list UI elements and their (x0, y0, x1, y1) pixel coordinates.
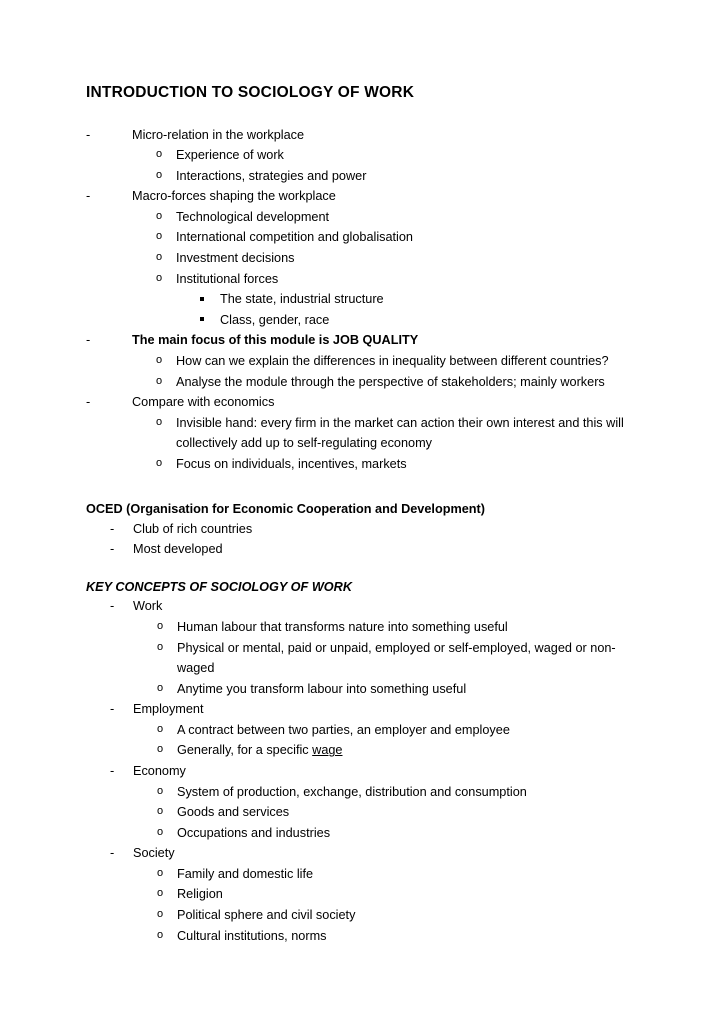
document-content (86, 84, 638, 946)
list-item-label: The state, industrial structure (220, 292, 384, 307)
circle-bullet-icon: o (157, 784, 164, 797)
oced-list (86, 519, 638, 560)
list-item-label: Club of rich countries (133, 521, 253, 536)
list-item-label: System of production, exchange, distribution and consumption (177, 784, 527, 799)
list-item-label: Work (133, 599, 163, 614)
circle-bullet-icon: o (156, 456, 163, 469)
key-concepts-list (86, 596, 638, 946)
list-item (133, 740, 638, 761)
list-item (86, 330, 638, 392)
intro-outline-list (86, 125, 638, 475)
circle-bullet-icon: o (157, 640, 164, 653)
sub-sub-list (176, 289, 638, 330)
list-item-label: Employment (133, 702, 204, 717)
dash-bullet-icon: - (86, 333, 91, 348)
dash-bullet-icon: - (110, 846, 115, 861)
circle-bullet-icon: o (156, 209, 163, 222)
list-item (133, 617, 638, 638)
circle-bullet-icon: o (157, 866, 164, 879)
list-item-label-emphasised: The main focus of this module is JOB QUALITY (132, 333, 419, 348)
circle-bullet-icon: o (157, 722, 164, 735)
list-item (132, 351, 638, 372)
dash-bullet-icon: - (86, 127, 91, 142)
list-item (86, 761, 638, 843)
circle-bullet-icon: o (156, 415, 163, 428)
square-bullet-icon (200, 310, 216, 331)
circle-bullet-icon: o (156, 353, 163, 366)
circle-bullet-icon: o (157, 928, 164, 941)
list-item-label: Political sphere and civil society (177, 908, 356, 923)
list-item-label (177, 740, 638, 761)
list-item-label: Investment decisions (176, 251, 295, 266)
sub-list (132, 413, 638, 475)
list-item (133, 926, 638, 947)
list-item (86, 519, 638, 540)
circle-bullet-icon: o (156, 168, 163, 181)
list-item-label: Anytime you transform labour into something useful (177, 681, 467, 696)
circle-bullet-icon: o (157, 825, 164, 838)
list-item (133, 720, 638, 741)
list-item (132, 269, 638, 331)
list-item (132, 372, 638, 393)
dash-bullet-icon: - (110, 542, 115, 557)
list-item (133, 823, 638, 844)
list-item (133, 782, 638, 803)
sub-list (133, 720, 638, 761)
list-item-label: Occupations and industries (177, 825, 331, 840)
list-item-label: Cultural institutions, norms (177, 928, 327, 943)
list-item-label: Goods and services (177, 805, 290, 820)
list-item (86, 539, 638, 560)
list-item-label: Experience of work (176, 148, 284, 163)
list-item-label: Human labour that transforms nature into something useful (177, 619, 508, 634)
list-item-label: A contract between two parties, an employer and employee (177, 722, 510, 737)
list-item-label: Invisible hand: every firm in the market can action their own interest and this will collectively add up to self-regulating economy (176, 415, 624, 451)
dash-bullet-icon: - (110, 599, 115, 614)
list-item-label: Economy (133, 764, 186, 779)
list-item (132, 227, 638, 248)
circle-bullet-icon: o (156, 271, 163, 284)
list-item-label: International competition and globalisation (176, 230, 413, 245)
list-item-label: Technological development (176, 209, 330, 224)
list-item-text: Generally, for a specific (177, 743, 313, 758)
list-item-label: Physical or mental, paid or unpaid, employed or self-employed, waged or non-waged (177, 640, 616, 676)
circle-bullet-icon: o (157, 908, 164, 921)
list-item-label: Class, gender, race (220, 312, 330, 327)
dash-bullet-icon: - (86, 189, 91, 204)
list-item (132, 145, 638, 166)
list-item-label: Institutional forces (176, 271, 279, 286)
list-item (133, 638, 638, 679)
list-item-label: Focus on individuals, incentives, markets (176, 456, 407, 471)
list-item (132, 413, 638, 454)
dash-bullet-icon: - (86, 395, 91, 410)
sub-list (133, 864, 638, 946)
circle-bullet-icon: o (157, 743, 164, 756)
wage-link[interactable]: wage (312, 743, 343, 758)
list-item (86, 699, 638, 761)
list-item-label: Macro-forces shaping the workplace (132, 189, 336, 204)
list-item (133, 679, 638, 700)
list-item (86, 125, 638, 187)
dash-bullet-icon: - (110, 521, 115, 536)
list-item (133, 864, 638, 885)
list-item (86, 186, 638, 330)
sub-list (132, 207, 638, 330)
list-item-label: Religion (177, 887, 223, 902)
section-heading-oced: OCED (Organisation for Economic Cooperation and Development) (86, 502, 485, 517)
list-item (132, 248, 638, 269)
list-item (132, 207, 638, 228)
sub-list (132, 351, 638, 392)
list-item-label: Most developed (133, 542, 223, 557)
square-bullet-icon (200, 289, 216, 310)
list-item-label: Family and domestic life (177, 866, 314, 881)
circle-bullet-icon: o (156, 230, 163, 243)
dash-bullet-icon: - (110, 764, 115, 779)
list-item-label: Society (133, 846, 175, 861)
list-item-label: How can we explain the differences in inequality between different countries? (176, 353, 609, 368)
sub-list (132, 145, 638, 186)
list-item (86, 392, 638, 474)
circle-bullet-icon: o (156, 148, 163, 161)
list-item (86, 596, 638, 699)
list-item-label: Compare with economics (132, 395, 275, 410)
page-title: INTRODUCTION TO SOCIOLOGY OF WORK (86, 84, 415, 101)
list-item-label: Analyse the module through the perspective of stakeholders; mainly workers (176, 374, 605, 389)
sub-list (133, 617, 638, 699)
dash-bullet-icon: - (110, 702, 115, 717)
list-item (133, 802, 638, 823)
list-item (176, 310, 638, 331)
list-item (133, 884, 638, 905)
circle-bullet-icon: o (157, 619, 164, 632)
circle-bullet-icon: o (156, 374, 163, 387)
circle-bullet-icon: o (157, 681, 164, 694)
list-item (132, 166, 638, 187)
circle-bullet-icon: o (157, 805, 164, 818)
sub-list (133, 782, 638, 844)
list-item-label: Interactions, strategies and power (176, 168, 367, 183)
list-item-label: Micro-relation in the workplace (132, 127, 305, 142)
list-item (176, 289, 638, 310)
list-item (133, 905, 638, 926)
section-heading-key-concepts: KEY CONCEPTS OF SOCIOLOGY OF WORK (86, 579, 352, 594)
list-item (132, 454, 638, 475)
circle-bullet-icon: o (156, 251, 163, 264)
circle-bullet-icon: o (157, 887, 164, 900)
list-item (86, 843, 638, 946)
